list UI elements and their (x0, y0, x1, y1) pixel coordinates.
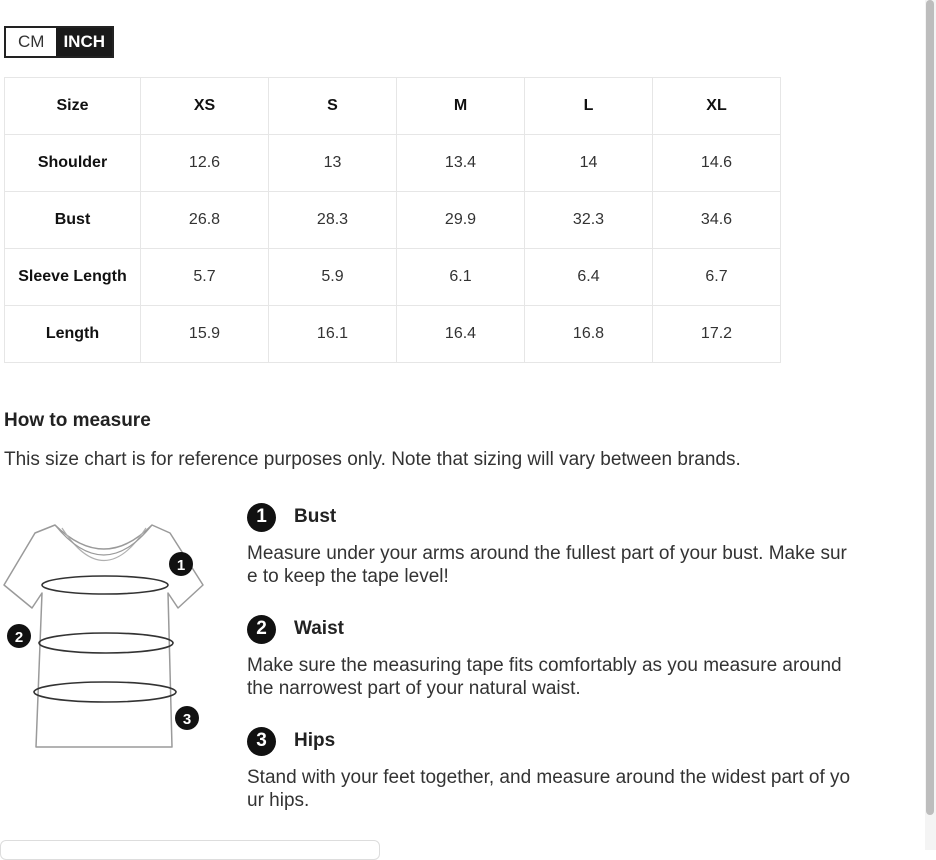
number-2-icon: 2 (247, 615, 276, 644)
table-cell: 5.9 (269, 249, 397, 306)
measure-item-hips (247, 726, 857, 812)
table-cell: 6.4 (525, 249, 653, 306)
svg-text:2: 2 (14, 629, 24, 646)
svg-text:3: 3 (182, 711, 192, 728)
table-cell: 14.6 (653, 135, 781, 192)
table-header-row (5, 78, 781, 135)
svg-text:1: 1 (176, 557, 186, 574)
measure-description: Measure under your arms around the fullest part of your bust. Make sure to keep the tape level! (247, 543, 847, 587)
table-cell: 13 (269, 135, 397, 192)
marker-2-icon (7, 624, 31, 648)
table-cell: 32.3 (525, 192, 653, 249)
unit-toggle (4, 26, 114, 58)
column-header-xs: XS (141, 78, 269, 135)
measure-title: Waist (294, 618, 344, 639)
column-header-size: Size (5, 78, 141, 135)
table-cell: 16.1 (269, 306, 397, 363)
bottom-panel-edge (0, 840, 380, 860)
table-cell: 28.3 (269, 192, 397, 249)
column-header-xl: XL (653, 78, 781, 135)
row-label: Sleeve Length (5, 249, 141, 306)
shirt-measurement-diagram (0, 515, 215, 760)
how-to-measure-title: How to measure (4, 410, 151, 431)
measure-item-waist (247, 614, 857, 700)
measure-title: Hips (294, 730, 336, 751)
table-cell: 5.7 (141, 249, 269, 306)
column-header-m: M (397, 78, 525, 135)
size-chart-disclaimer: This size chart is for reference purposes only. Note that sizing will vary between brands. (4, 449, 741, 470)
table-row-bust (5, 192, 781, 249)
measure-item-bust (247, 502, 857, 588)
table-cell: 12.6 (141, 135, 269, 192)
unit-inch-button[interactable]: INCH (56, 28, 112, 56)
table-row-shoulder (5, 135, 781, 192)
table-row-length (5, 306, 781, 363)
table-cell: 29.9 (397, 192, 525, 249)
table-cell: 15.9 (141, 306, 269, 363)
table-cell: 16.4 (397, 306, 525, 363)
table-cell: 14 (525, 135, 653, 192)
column-header-s: S (269, 78, 397, 135)
table-cell: 6.7 (653, 249, 781, 306)
number-3-icon: 3 (247, 727, 276, 756)
table-cell: 13.4 (397, 135, 525, 192)
marker-3-icon (175, 706, 199, 730)
measure-title: Bust (294, 506, 337, 527)
column-header-l: L (525, 78, 653, 135)
row-label: Bust (5, 192, 141, 249)
marker-1-icon (169, 552, 193, 576)
measure-description: Stand with your feet together, and measure around the widest part of your hips. (247, 767, 851, 811)
scrollbar-thumb[interactable] (926, 0, 934, 815)
table-cell: 16.8 (525, 306, 653, 363)
number-1-icon: 1 (247, 503, 276, 532)
table-cell: 34.6 (653, 192, 781, 249)
table-row-sleeve-length (5, 249, 781, 306)
table-cell: 26.8 (141, 192, 269, 249)
row-label: Shoulder (5, 135, 141, 192)
table-cell: 6.1 (397, 249, 525, 306)
table-cell: 17.2 (653, 306, 781, 363)
measure-description: Make sure the measuring tape fits comfortably as you measure around the narrowest part of your natural waist. (247, 655, 842, 699)
row-label: Length (5, 306, 141, 363)
size-chart-table (4, 77, 781, 363)
unit-cm-button[interactable]: CM (6, 28, 56, 56)
